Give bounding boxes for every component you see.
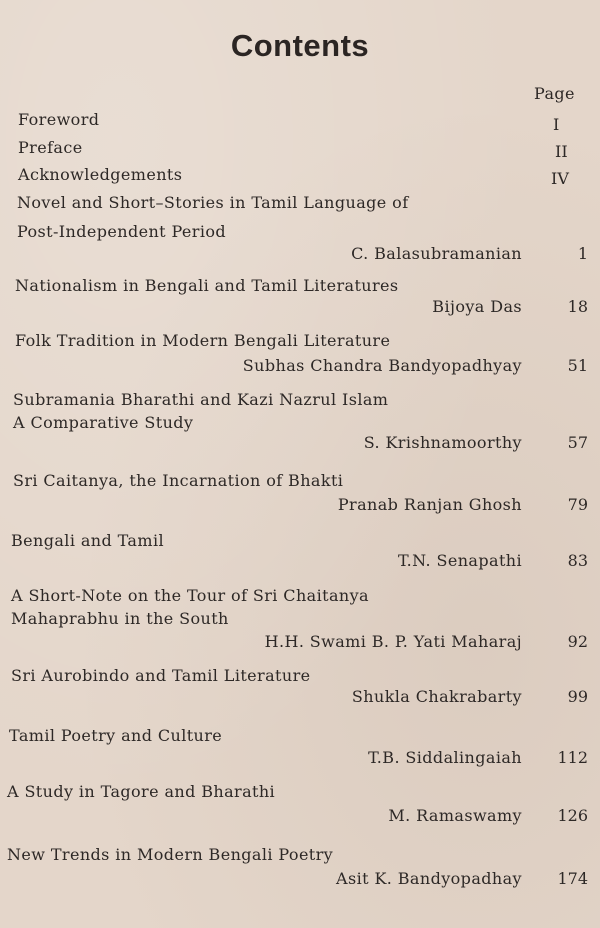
toc-page-number: I xyxy=(553,115,560,134)
toc-page-number: 83 xyxy=(567,551,588,570)
toc-title-line: Mahaprabhu in the South xyxy=(11,609,229,628)
toc-title-line: Sri Caitanya, the Incarnation of Bhakti xyxy=(13,471,344,490)
contents-heading: Contents xyxy=(230,28,370,63)
toc-page-number: 92 xyxy=(567,632,588,651)
toc-page-number: 51 xyxy=(567,356,588,375)
toc-title-line: A Comparative Study xyxy=(13,413,194,432)
toc-title-line: Sri Aurobindo and Tamil Literature xyxy=(11,666,311,685)
toc-page-number: 1 xyxy=(577,244,588,263)
toc-page-number: 18 xyxy=(567,297,588,316)
toc-title-line: New Trends in Modern Bengali Poetry xyxy=(7,845,334,864)
toc-page-number: 112 xyxy=(557,748,588,767)
toc-title-line: A Short-Note on the Tour of Sri Chaitanya xyxy=(11,586,369,605)
toc-author: S. Krishnamoorthy xyxy=(363,433,522,452)
toc-page-number: 57 xyxy=(567,433,588,452)
toc-title-line: A Study in Tagore and Bharathi xyxy=(7,782,276,801)
page-column-label: Page xyxy=(534,84,575,103)
toc-title-line: Subramania Bharathi and Kazi Nazrul Islam xyxy=(13,390,389,409)
toc-title-line: Novel and Short–Stories in Tamil Language of xyxy=(17,193,409,212)
toc-author: C. Balasubramanian xyxy=(351,244,522,263)
toc-author: Bijoya Das xyxy=(432,297,522,316)
toc-title: Acknowledgements xyxy=(18,165,183,184)
toc-title: Foreword xyxy=(18,110,100,129)
toc-page-number: 79 xyxy=(567,495,588,514)
toc-title-line: Tamil Poetry and Culture xyxy=(9,726,223,745)
toc-title-line: Folk Tradition in Modern Bengali Literature xyxy=(15,331,391,350)
toc-page-number: IV xyxy=(551,169,569,188)
toc-author: H.H. Swami B. P. Yati Maharaj xyxy=(264,632,522,651)
toc-author: Asit K. Bandyopadhay xyxy=(336,869,522,888)
toc-title-line: Nationalism in Bengali and Tamil Literatures xyxy=(15,276,399,295)
toc-author: T.N. Senapathi xyxy=(397,551,522,570)
toc-page-number: 126 xyxy=(557,806,588,825)
toc-title: Preface xyxy=(18,138,83,157)
toc-author: M. Ramaswamy xyxy=(388,806,522,825)
toc-title-line: Bengali and Tamil xyxy=(11,531,164,550)
toc-page-number: 99 xyxy=(567,687,588,706)
toc-page-number: II xyxy=(555,142,568,161)
toc-author: Pranab Ranjan Ghosh xyxy=(337,495,522,514)
toc-page-number: 174 xyxy=(557,869,588,888)
toc-author: T.B. Siddalingaiah xyxy=(368,748,522,767)
toc-title-line: Post-Independent Period xyxy=(17,222,227,241)
toc-author: Shukla Chakrabarty xyxy=(351,687,522,706)
toc-author: Subhas Chandra Bandyopadhyay xyxy=(242,356,522,375)
